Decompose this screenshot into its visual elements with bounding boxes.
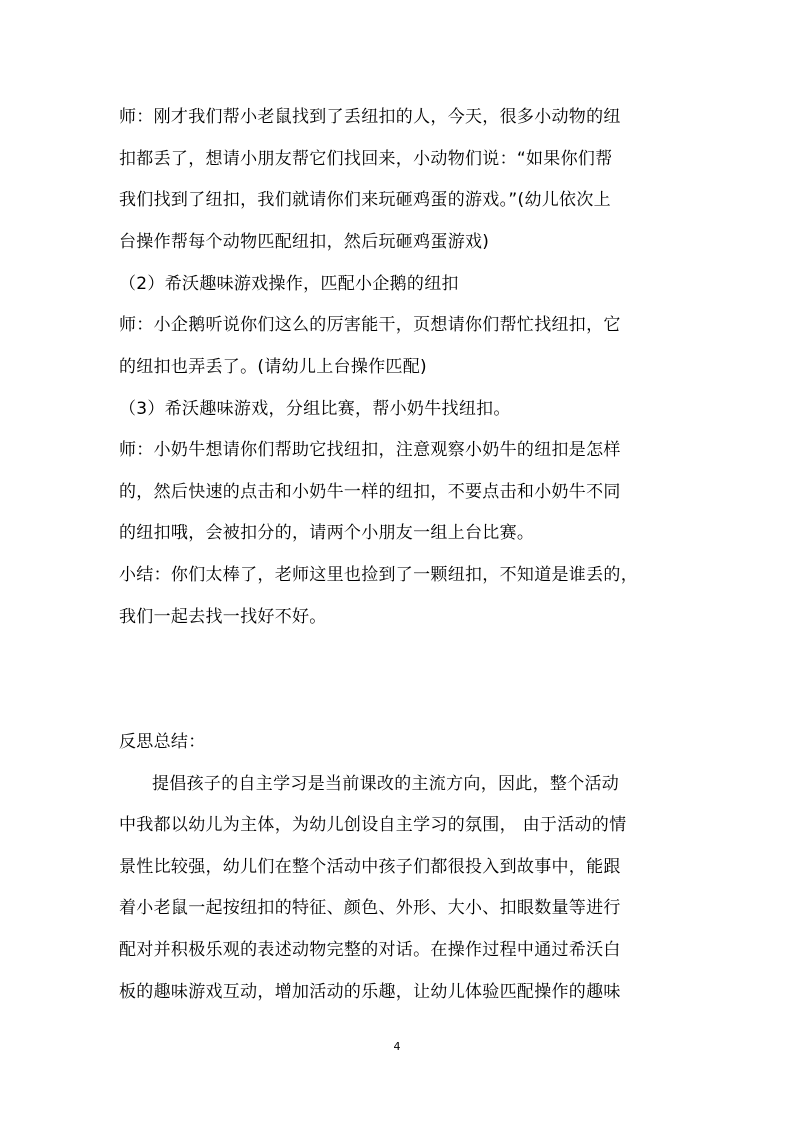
body-line: 的纽扣也弄丢了。(请幼儿上台操作匹配) [119, 357, 427, 377]
body-line: 师：刚才我们帮小老鼠找到了丢纽扣的人，今天，很多小动物的纽 [119, 107, 621, 127]
body-line: 扣都丢了，想请小朋友帮它们找回来，小动物们说：“如果你们帮 [119, 149, 613, 169]
body-line: （3）希沃趣味游戏，分组比赛，帮小奶牛找纽扣。 [119, 399, 511, 419]
reflection-line: 提倡孩子的自主学习是当前课改的主流方向，因此，整个活动 [152, 774, 620, 794]
reflection-line: 配对并积极乐观的表述动物完整的对话。在操作过程中通过希沃白 [119, 940, 621, 960]
body-line: 师：小奶牛想请你们帮助它找纽扣，注意观察小奶牛的纽扣是怎样 [119, 440, 621, 460]
body-line: 我们一起去找一找好不好。 [119, 607, 327, 627]
body-line: 台操作帮每个动物匹配纽扣，然后玩砸鸡蛋游戏) [119, 232, 490, 252]
reflection-heading: 反思总结： [119, 732, 206, 752]
reflection-line: 景性比较强，幼儿们在整个活动中孩子们都很投入到故事中，能跟 [119, 857, 621, 877]
body-line: 小结：你们太棒了，老师这里也捡到了一颗纽扣，不知道是谁丢的， [119, 565, 638, 585]
body-line: 的，然后快速的点击和小奶牛一样的纽扣，不要点击和小奶牛不同 [119, 482, 621, 502]
body-line: 的纽扣哦，会被扣分的，请两个小朋友一组上台比赛。 [119, 523, 535, 543]
body-line: 我们找到了纽扣，我们就请你们来玩砸鸡蛋的游戏。”(幼儿依次上 [119, 190, 611, 210]
reflection-line: 中我都以幼儿为主体，为幼儿创设自主学习的氛围， 由于活动的情 [119, 815, 627, 835]
page-number: 4 [393, 1040, 401, 1053]
body-line: 师：小企鹅听说你们这么的厉害能干，页想请你们帮忙找纽扣，它 [119, 315, 621, 335]
reflection-line: 板的趣味游戏互动，增加活动的乐趣，让幼儿体验匹配操作的趣味 [119, 982, 621, 1002]
reflection-line: 着小老鼠一起按纽扣的特征、颜色、外形、大小、扣眼数量等进行 [119, 898, 621, 918]
body-line: （2）希沃趣味游戏操作，匹配小企鹅的纽扣 [119, 274, 459, 294]
